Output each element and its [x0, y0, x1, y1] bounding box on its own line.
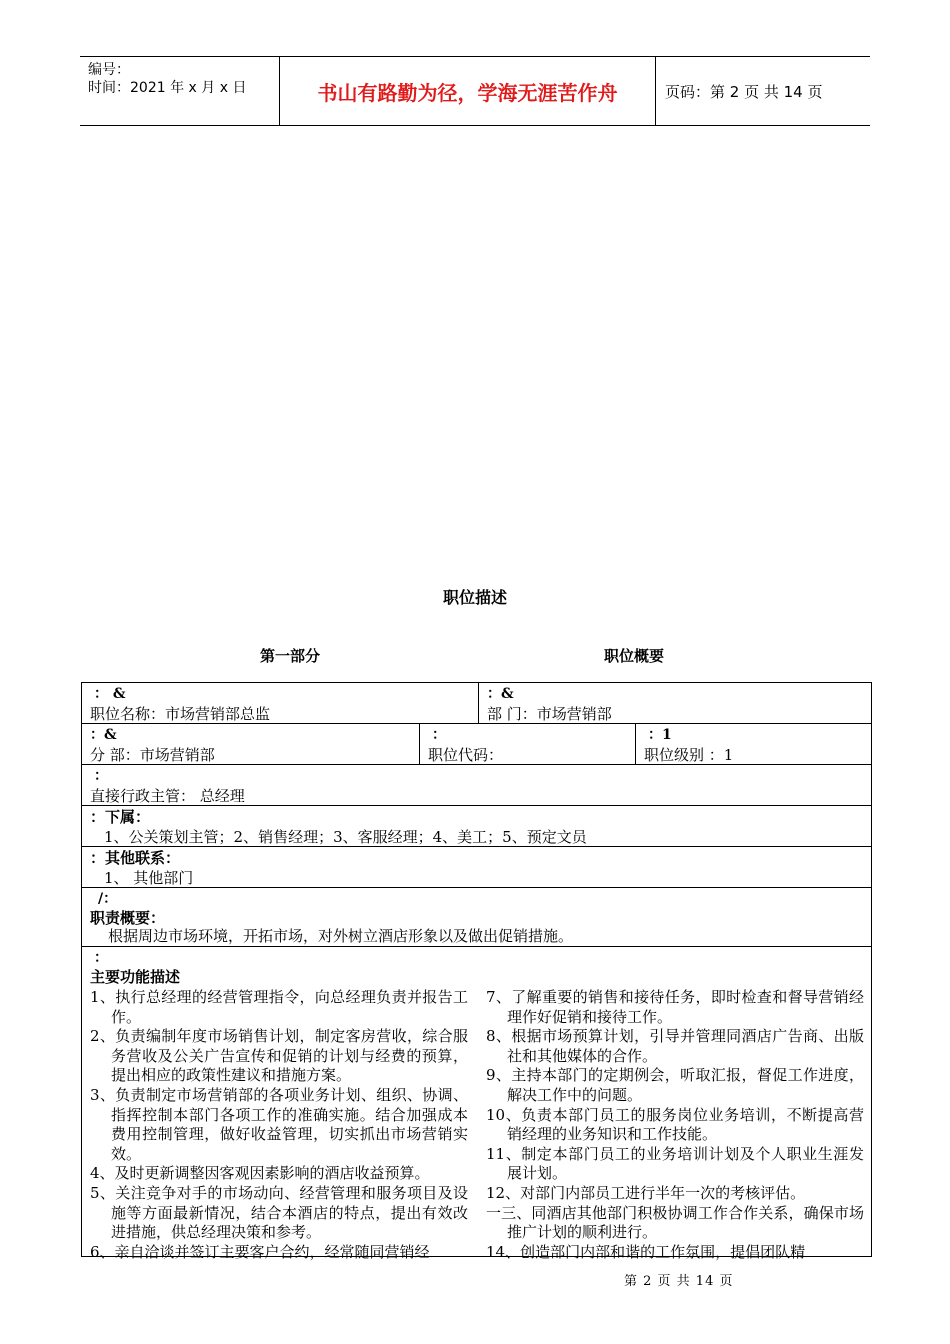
function-item: 6、亲自洽谈并签订主要客户合约，经常随同营销经 [90, 1242, 430, 1261]
department-cell [478, 683, 871, 723]
field-marker: ： [432, 727, 446, 743]
function-item: 12、对部门内部员工进行半年一次的考核评估。 [486, 1183, 806, 1202]
function-item: 4、及时更新调整因客观因素影响的酒店收益预算。 [90, 1164, 430, 1183]
document-title: 职位描述 [442, 588, 507, 607]
page-footer: 第 2 页 共 14 页 [624, 1274, 734, 1289]
main-functions-row [82, 947, 871, 1261]
subordinates-label: ：下属： [90, 808, 151, 826]
division: 分 部：市场营销部 [90, 746, 215, 764]
table-row [82, 724, 871, 765]
other-contacts-label: ：其他联系： [90, 849, 181, 867]
time-label: 时间：2021 年 x 月 x 日 [88, 80, 247, 96]
function-item: 8、根据市场预算计划，引导并管理同酒店广告商、出版社和其他媒体的合作。 [486, 1027, 864, 1065]
field-marker: ：1 [648, 727, 672, 743]
functions-right-column [486, 988, 864, 1262]
position-level-cell [635, 724, 871, 764]
table-row [82, 888, 871, 947]
position-code: 职位代码： [428, 746, 504, 764]
functions-left-column [90, 988, 468, 1262]
supervisor: 直接行政主管： 总经理 [90, 787, 245, 805]
header-info-cell [80, 57, 280, 125]
field-marker: ： [94, 950, 108, 966]
field-marker: ：& [487, 686, 514, 702]
function-item: 3、负责制定市场营销部的各项业务计划、组织、协调、指挥控制本部门各项工作的准确实施。结合加强成本费用控制管理，做好收益管理，切实抓出市场营销实效。 [90, 1085, 468, 1163]
function-item: 11、制定本部门员工的业务培训计划及个人职业生涯发展计划。 [486, 1144, 864, 1183]
table-row [82, 765, 871, 806]
function-item: 2、负责编制年度市场销售计划，制定客房营收，综合服务营收及公关广告宣传和促销的计划与经费的预算，提出相应的政策性建议和措施方案。 [90, 1027, 468, 1085]
duty-summary: 根据周边市场环境，开拓市场，对外树立酒店形象以及做出促销措施。 [108, 927, 574, 945]
other-contacts: 1、 其他部门 [104, 869, 194, 887]
function-item: 一三、同酒店其他部门积极协调工作合作关系，确保市场推广计划的顺利进行。 [486, 1203, 864, 1242]
page-header [80, 56, 870, 126]
number-label: 编号： [88, 62, 130, 78]
department: 部 门：市场营销部 [487, 705, 612, 723]
subordinates: 1、公关策划主管；2、销售经理；3、客服经理；4、美工；5、预定文员 [104, 828, 587, 846]
part-name: 第一部分 [260, 647, 321, 665]
function-item: 7、了解重要的销售和接待任务，即时检查和督导营销经理作好促销和接待工作。 [486, 988, 864, 1026]
function-item: 1、执行总经理的经营管理指令，向总经理负责并报告工作。 [90, 988, 468, 1026]
part-title: 职位概要 [604, 647, 665, 665]
motto: 书山有路勤为径，学海无涯苦作舟 [280, 57, 656, 125]
function-item: 5、关注竞争对手的市场动向、经营管理和服务项目及设施等方面最新情况，结合本酒店的特点，提出有效改进措施，供总经理决策和参考。 [90, 1183, 468, 1242]
position-name: 职位名称：市场营销部总监 [90, 705, 271, 723]
position-code-cell [419, 724, 635, 764]
main-functions-label: 主要功能描述 [90, 968, 181, 986]
function-item: 9、主持本部门的定期例会，听取汇报，督促工作进度，解决工作中的问题。 [486, 1066, 864, 1104]
field-marker: ： [94, 768, 108, 784]
field-marker: ：& [90, 727, 117, 743]
position-summary-table [81, 682, 872, 1261]
duty-summary-label: 职责概要： [90, 909, 166, 927]
page-label: 页码：第 2 页 共 14 页 [665, 82, 823, 101]
field-marker: /： [98, 891, 118, 907]
function-item: 10、负责本部门员工的服务岗位业务培训，不断提高营销经理的业务知识和工作技能。 [486, 1105, 864, 1144]
table-row [82, 683, 871, 724]
function-item: 14、创造部门内部和谐的工作氛围，提倡团队精 [486, 1242, 806, 1261]
table-row [82, 806, 871, 847]
field-marker: ： & [94, 686, 126, 702]
position-level: 职位级别 ：1 [644, 746, 734, 764]
table-row [82, 847, 871, 888]
